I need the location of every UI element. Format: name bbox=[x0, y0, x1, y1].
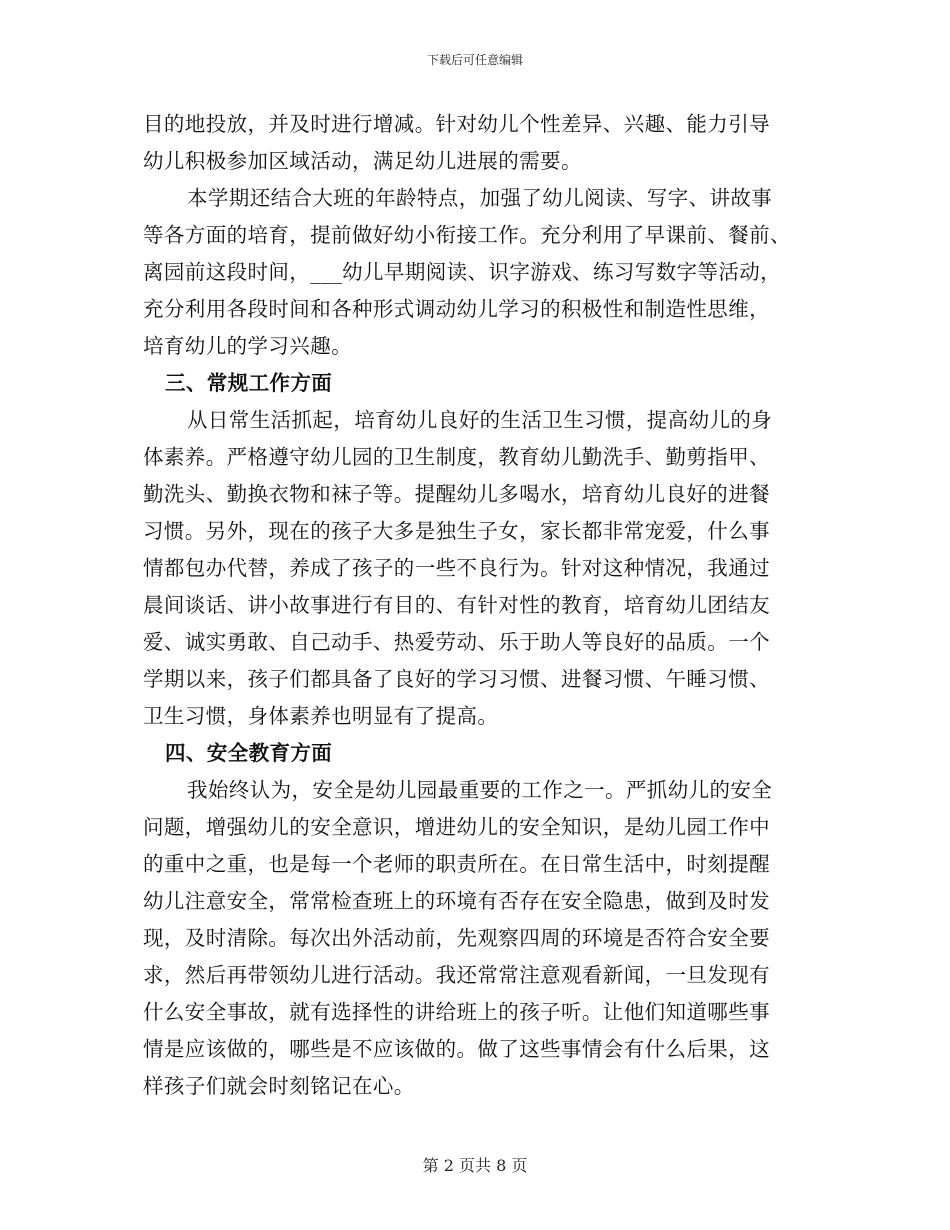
body-text-line: 我始终认为，安全是幼儿园最重要的工作之一。严抓幼儿的安全 bbox=[187, 778, 773, 802]
body-text-line: 等各方面的培育，提前做好幼小衔接工作。充分利用了早课前、餐前、 bbox=[143, 223, 791, 247]
page-header: 下载后可任意编辑 bbox=[426, 53, 523, 67]
section-heading: 三、常规工作方面 bbox=[165, 371, 333, 395]
body-text-line: 离园前这段时间，___幼儿早期阅读、识字游戏、练习写数字等活动， bbox=[143, 260, 782, 284]
body-text-line: 本学期还结合大班的年龄特点，加强了幼儿阅读、写字、讲故事 bbox=[187, 186, 773, 210]
body-text-line: 卫生习惯，身体素养也明显有了提高。 bbox=[143, 704, 499, 728]
body-text-line: 什么安全事故，就有选择性的讲给班上的孩子听。让他们知道哪些事 bbox=[143, 1000, 770, 1024]
body-text-line: 爱、诚实勇敢、自己动手、热爱劳动、乐于助人等良好的品质。一个 bbox=[143, 630, 770, 654]
body-text-line: 现，及时清除。每次出外活动前，先观察四周的环境是否符合安全要 bbox=[143, 926, 770, 950]
body-text-line: 习惯。另外，现在的孩子大多是独生子女，家长都非常宠爱，什么事 bbox=[143, 519, 770, 543]
body-text-line: 情是应该做的，哪些是不应该做的。做了这些事情会有什么后果，这 bbox=[143, 1037, 770, 1061]
body-text-line: 晨间谈话、讲小故事进行有目的、有针对性的教育，培育幼儿团结友 bbox=[143, 593, 770, 617]
page-footer: 第 2 页共 8 页 bbox=[422, 1156, 528, 1175]
body-text-line: 充分利用各段时间和各种形式调动幼儿学习的积极性和制造性思维， bbox=[143, 297, 770, 321]
body-text-line: 培育幼儿的学习兴趣。 bbox=[143, 334, 352, 358]
body-text-line: 情都包办代替，养成了孩子的一些不良行为。针对这种情况，我通过 bbox=[143, 556, 770, 580]
body-text-line: 学期以来，孩子们都具备了良好的学习习惯、进餐习惯、午睡习惯、 bbox=[143, 667, 770, 691]
body-text-line: 问题，增强幼儿的安全意识，增进幼儿的安全知识，是幼儿园工作中 bbox=[143, 815, 770, 839]
body-text-line: 幼儿注意安全，常常检查班上的环境有否存在安全隐患，做到及时发 bbox=[143, 889, 770, 913]
body-text-line: 样孩子们就会时刻铭记在心。 bbox=[143, 1074, 415, 1098]
section-heading: 四、安全教育方面 bbox=[165, 741, 333, 765]
body-text-line: 体素养。严格遵守幼儿园的卫生制度，教育幼儿勤洗手、勤剪指甲、 bbox=[143, 445, 770, 469]
body-text-line: 目的地投放，并及时进行增减。针对幼儿个性差异、兴趣、能力引导 bbox=[143, 112, 770, 136]
body-text-line: 幼儿积极参加区域活动，满足幼儿进展的需要。 bbox=[143, 149, 582, 173]
body-text-line: 从日常生活抓起，培育幼儿良好的生活卫生习惯，提高幼儿的身 bbox=[187, 408, 773, 432]
document-body bbox=[143, 106, 803, 1105]
body-text-line: 勤洗头、勤换衣物和袜子等。提醒幼儿多喝水，培育幼儿良好的进餐 bbox=[143, 482, 770, 506]
body-text-line: 求，然后再带领幼儿进行活动。我还常常注意观看新闻，一旦发现有 bbox=[143, 963, 770, 987]
body-text-line: 的重中之重，也是每一个老师的职责所在。在日常生活中，时刻提醒 bbox=[143, 852, 770, 876]
